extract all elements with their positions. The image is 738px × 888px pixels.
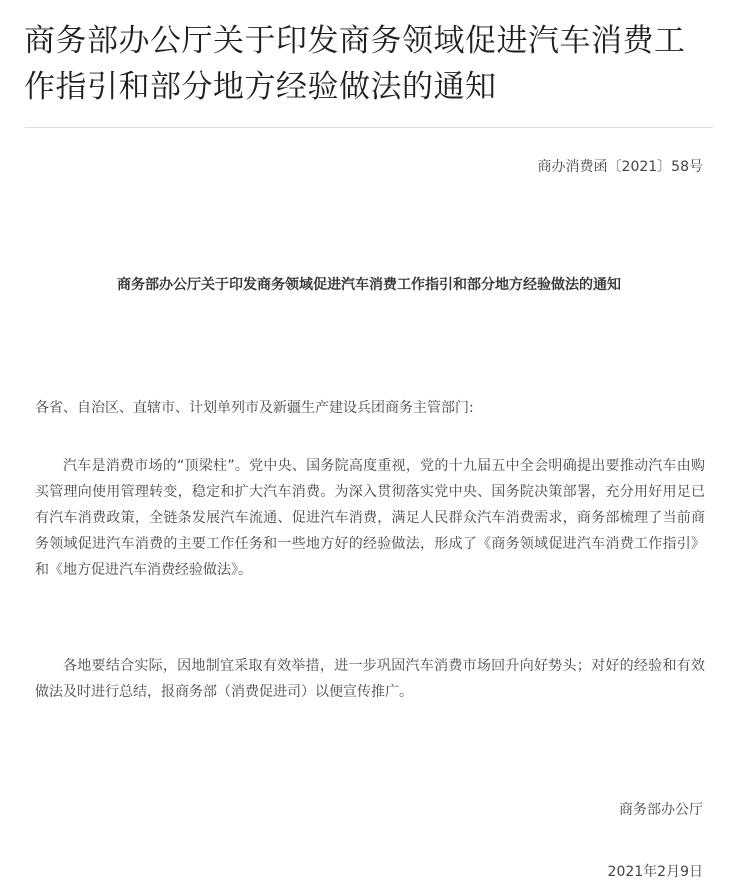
document-number: 商办消费函〔2021〕58号 [537, 159, 703, 175]
body-paragraph-1: 汽车是消费市场的“顶梁柱”。党中央、国务院高度重视，党的十九届五中全会明确提出要推动汽车由购买管理向使用管理转变，稳定和扩大汽车消费。为深入贯彻落实党中央、国务院决策部署，充分用好用足已有汽车消费政策，全链条发展汽车流通、促进汽车消费，满足人民群众汽车消费需求，商务部梳理了当前商务领域促进汽车消费的主要工作任务和一些地方好的经验做法，形成了《商务领域促进汽车消费工作指引》和《地方促进汽车消费经验做法》。 [35, 458, 705, 578]
body-paragraph-2: 各地要结合实际，因地制宜采取有效举措，进一步巩固汽车消费市场回升向好势头；对好的经验和有效做法及时进行总结，报商务部（消费促进司）以便宣传推广。 [35, 658, 705, 700]
issue-date: 2021年2月9日 [607, 864, 703, 880]
page-title: 商务部办公厅关于印发商务领域促进汽车消费工作指引和部分地方经验做法的通知 [24, 23, 686, 105]
addressee: 各省、自治区、直辖市、计划单列市及新疆生产建设兵团商务主管部门: [35, 400, 474, 416]
title-divider [25, 127, 713, 128]
issuer-signature: 商务部办公厅 [619, 802, 703, 818]
document-heading: 商务部办公厅关于印发商务领域促进汽车消费工作指引和部分地方经验做法的通知 [117, 277, 621, 293]
